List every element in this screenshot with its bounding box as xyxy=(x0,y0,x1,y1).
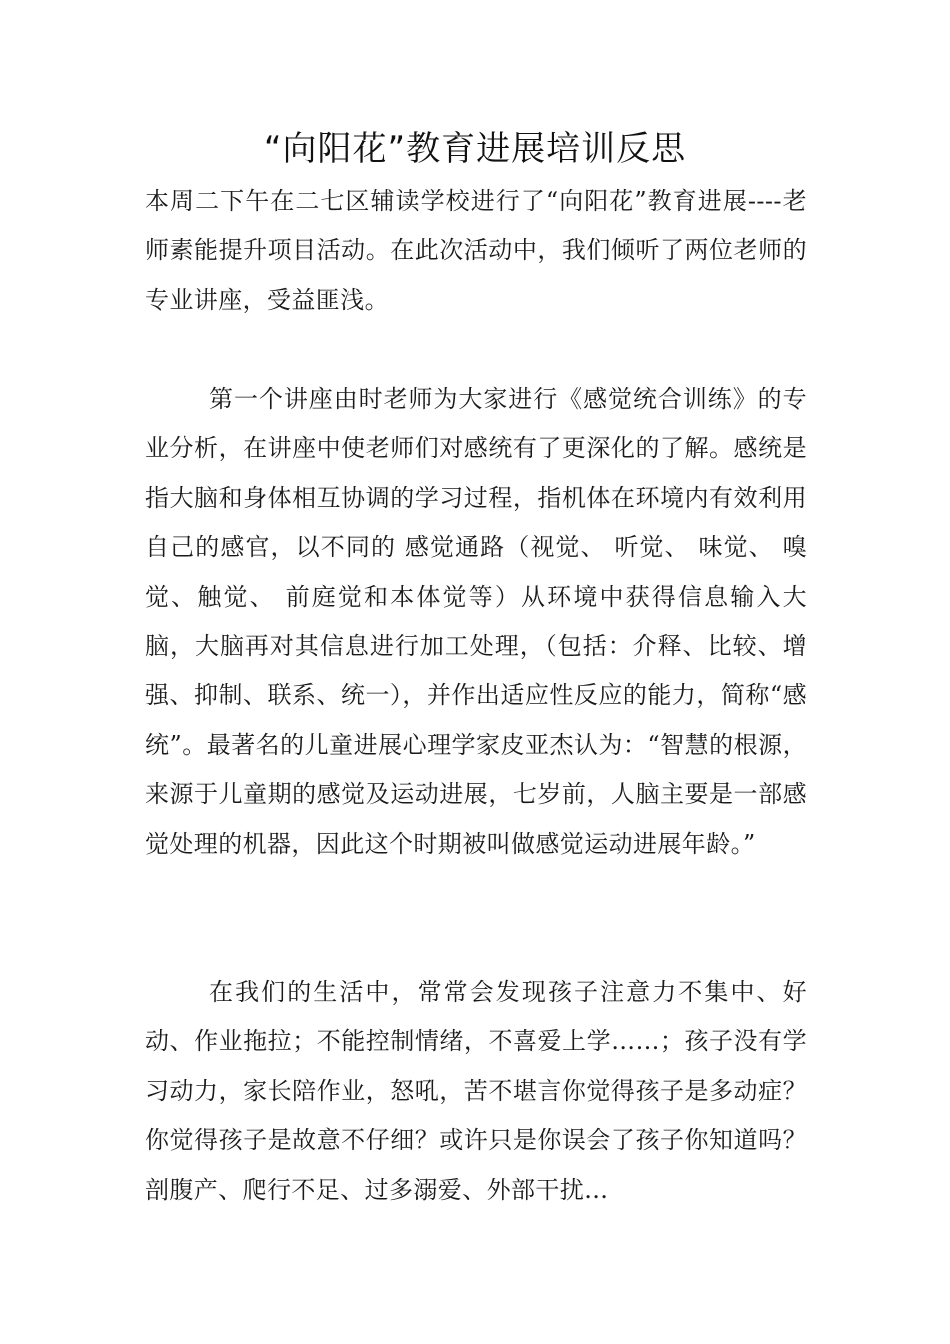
paragraph-sensory-integration: 第一个讲座由时老师为大家进行《感觉统合训练》的专业分析，在讲座中使老师们对感统有了更深化的了解。感统是指大脑和身体相互协调的学习过程，指机体在环境内有效利用自己的感官，以不同的 感觉通路（视觉、 听觉、 味觉、 嗅觉、触觉、 前庭觉和本体觉等）从环境中获得信息输入大脑，大脑再对其信息进行加工处理，（包括：介释、比较、增强、抑制、联系、统一），并作出适应性反应的能力，简称“感统”。最著名的儿童进展心理学家皮亚杰认为：“智慧的根源，来源于儿童期的感觉及运动进展，七岁前，人脑主要是一部感觉处理的机器，因此这个时期被叫做感觉运动进展年龄。” xyxy=(145,385,807,858)
paragraph-intro: 本周二下午在二七区辅读学校进行了“向阳花”教育进展----老师素能提升项目活动。在此次活动中，我们倾听了两位老师的专业讲座，受益匪浅。 xyxy=(145,187,807,314)
paragraph-daily-life: 在我们的生活中，常常会发现孩子注意力不集中、好动、作业拖拉；不能控制情绪，不喜爱上学……；孩子没有学习动力，家长陪作业，怒吼，苦不堪言你觉得孩子是多动症？你觉得孩子是故意不仔细？或许只是你误会了孩子你知道吗？剖腹产、爬行不足、过多溺爱、外部干扰... xyxy=(145,978,807,1204)
document-title: “向阳花”教育进展培训反思 xyxy=(263,129,687,169)
